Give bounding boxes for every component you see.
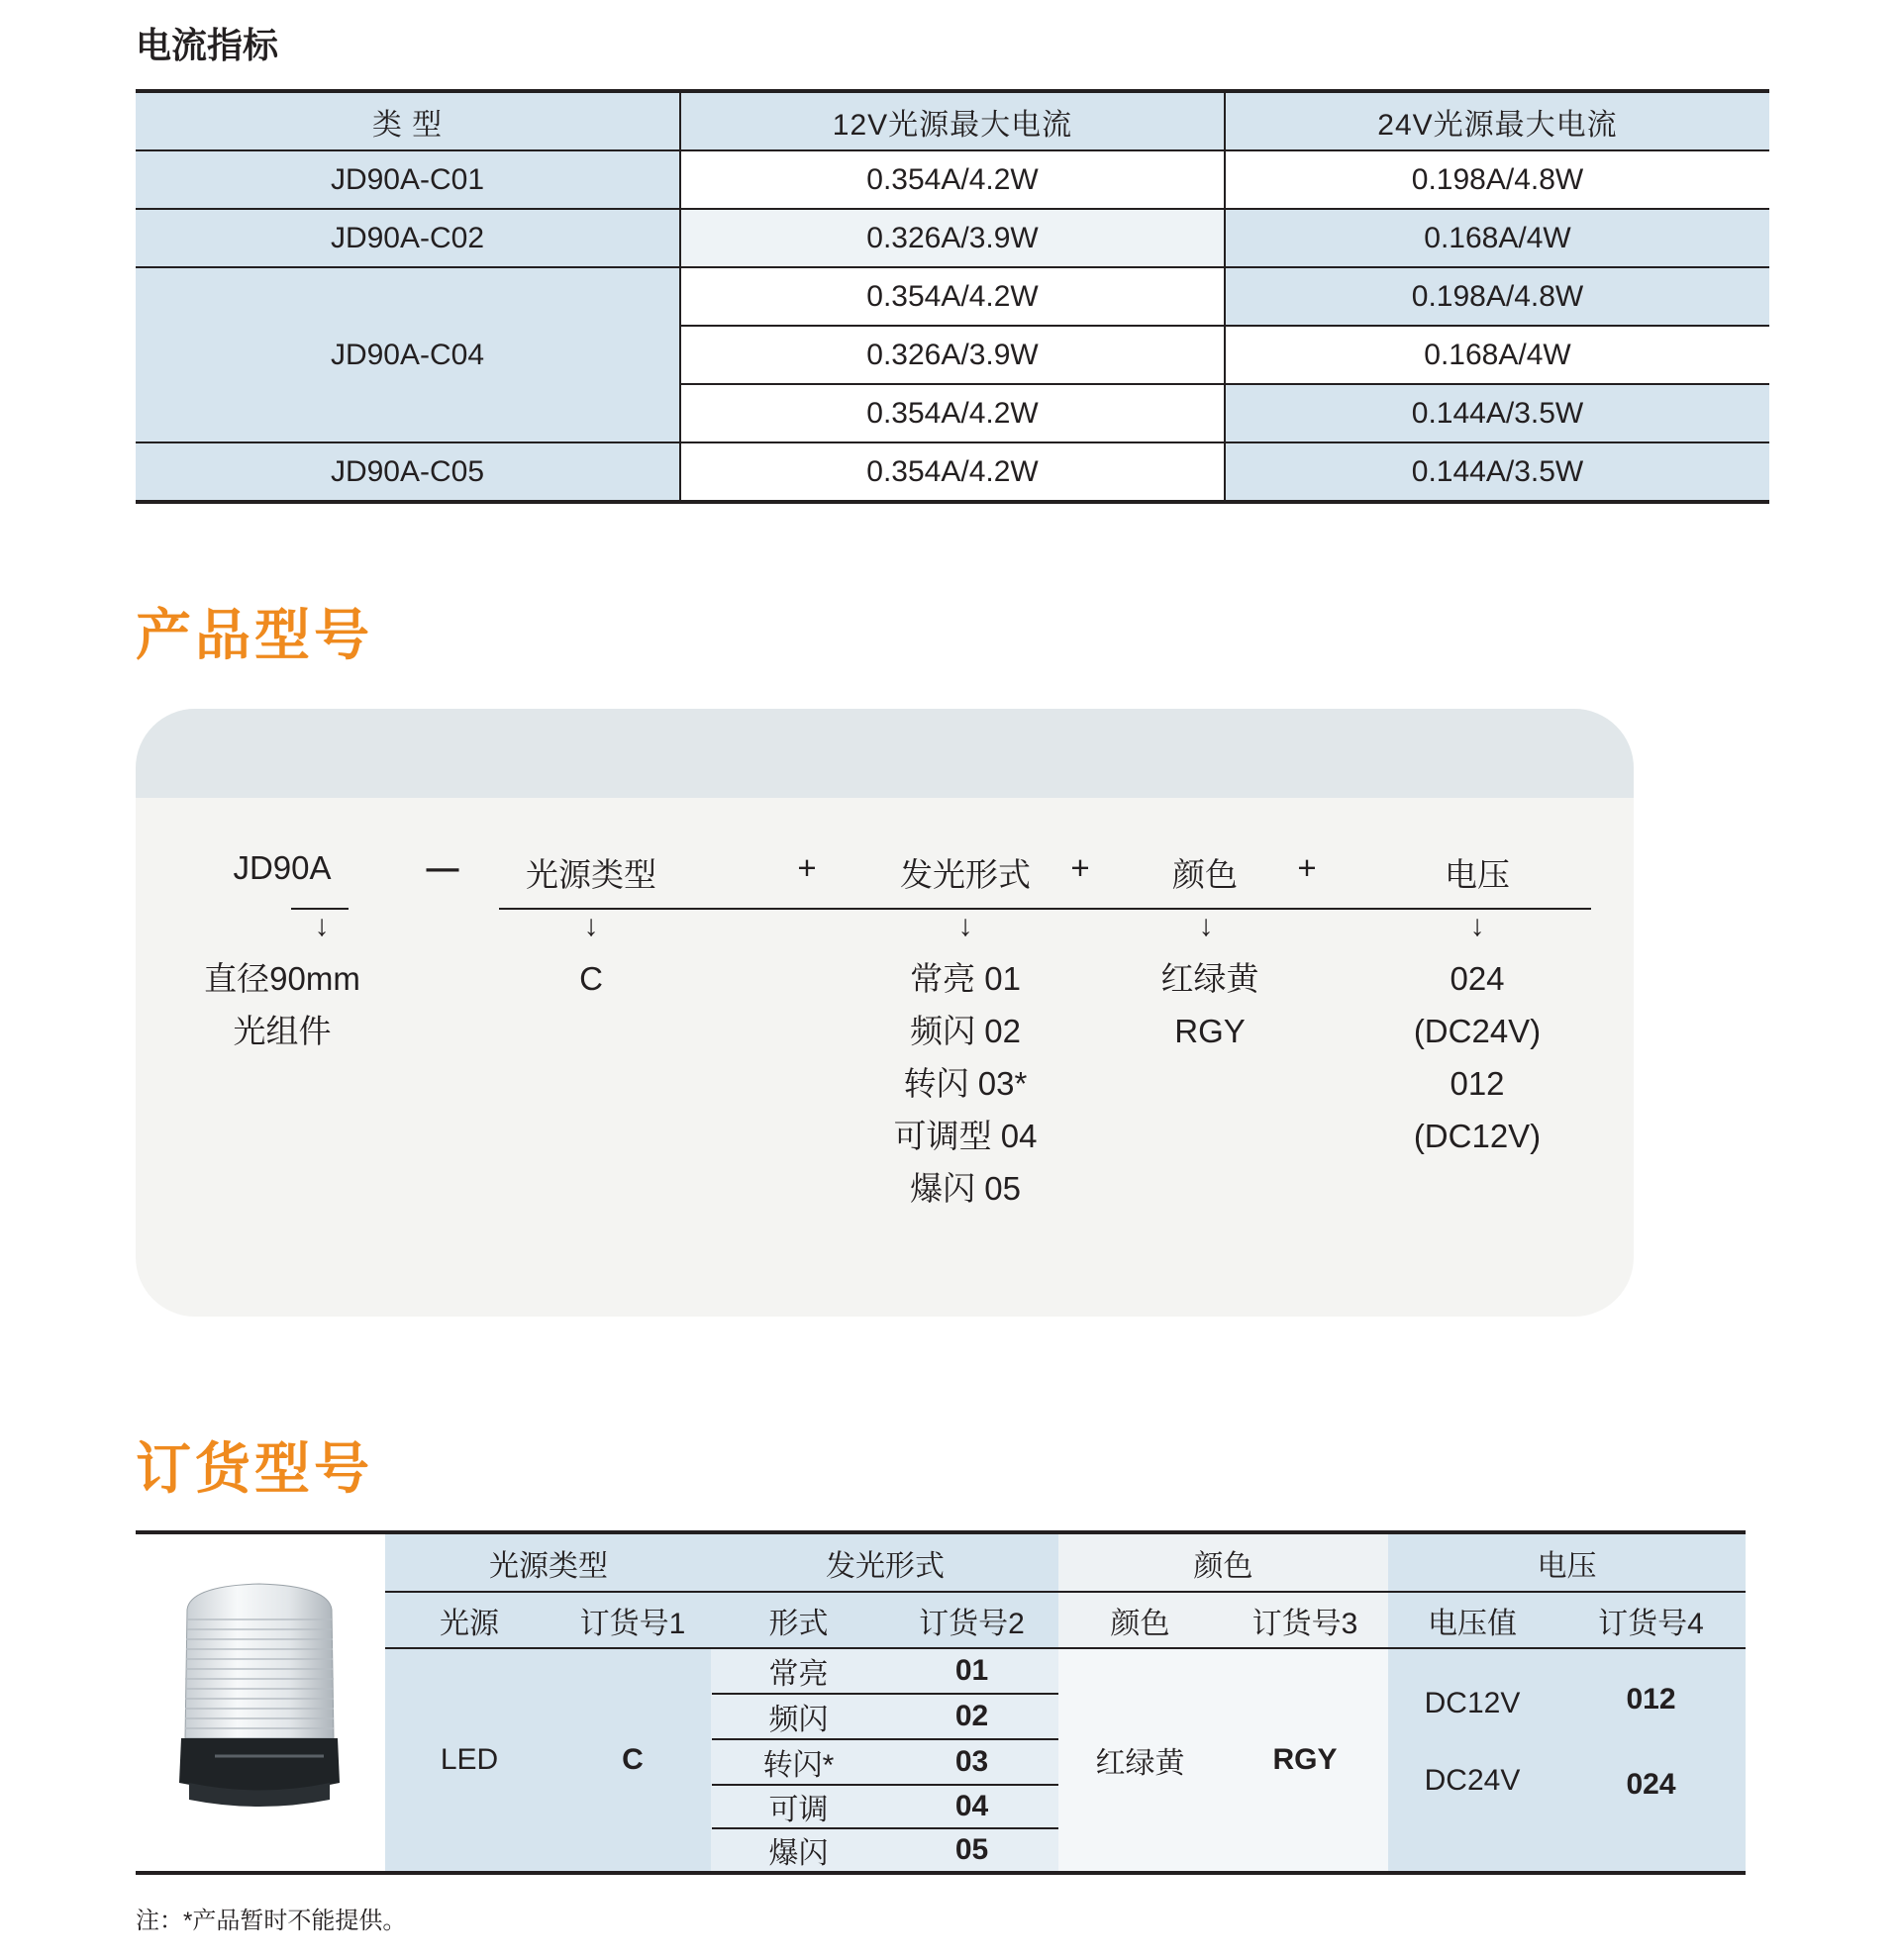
light-source-options xyxy=(542,952,641,1005)
down-arrow-icon: ↓ xyxy=(957,910,973,942)
current-spec-title: 电流指标 xyxy=(136,25,279,65)
group-header-color: 颜色 xyxy=(1193,1549,1253,1583)
current-24v-cell: 0.168A/4W xyxy=(1225,209,1769,267)
dash-separator: — xyxy=(426,849,459,886)
voltage-options xyxy=(1388,952,1566,1162)
plus-separator: + xyxy=(797,849,817,886)
mode-code: 02 xyxy=(954,1700,989,1732)
field-voltage: 电压 xyxy=(1445,856,1510,893)
type-cell: JD90A-C01 xyxy=(136,150,680,209)
col-header-12v: 12V光源最大电流 xyxy=(680,91,1225,150)
voltage-value: DC12V xyxy=(1424,1687,1521,1719)
field-light-mode: 发光形式 xyxy=(900,856,1031,893)
prefix-desc-line: 直径90mm xyxy=(204,960,360,997)
mode-code: 01 xyxy=(954,1654,989,1687)
sub-header: 形式 xyxy=(768,1607,829,1640)
table-row xyxy=(136,267,1769,326)
plus-separator: + xyxy=(1297,849,1317,886)
group-header-voltage: 电压 xyxy=(1537,1549,1597,1583)
sub-header: 颜色 xyxy=(1110,1607,1170,1640)
fields-underline xyxy=(499,908,1591,910)
option-item: C xyxy=(579,960,603,997)
mode-name: 频闪 xyxy=(768,1704,829,1736)
group-header-light-source: 光源类型 xyxy=(489,1549,608,1583)
sub-header: 订货号2 xyxy=(919,1607,1025,1640)
prefix-desc-line: 光组件 xyxy=(233,1013,332,1049)
sub-header: 订货号3 xyxy=(1251,1607,1358,1640)
field-light-source: 光源类型 xyxy=(526,856,656,893)
color-value: 红绿黄 xyxy=(1095,1747,1185,1780)
mode-name: 常亮 xyxy=(768,1658,829,1691)
current-24v-cell: 0.144A/3.5W xyxy=(1225,442,1769,502)
sub-header: 光源 xyxy=(440,1607,499,1640)
mode-code: 04 xyxy=(954,1790,989,1822)
table-header-row xyxy=(136,91,1769,150)
mode-name: 转闪* xyxy=(762,1749,835,1782)
option-item: 常亮 01 xyxy=(910,960,1021,997)
option-item: (DC24V) xyxy=(1413,1013,1542,1049)
field-color: 颜色 xyxy=(1172,856,1238,893)
color-options xyxy=(1126,952,1294,1057)
option-item: 024 xyxy=(1450,960,1505,997)
sub-header: 电压值 xyxy=(1428,1607,1517,1640)
current-12v-cell: 0.326A/3.9W xyxy=(680,209,1225,267)
type-cell: JD90A-C02 xyxy=(136,209,680,267)
order-code-4: 024 xyxy=(1626,1768,1676,1801)
product-model-heading: 产品型号 xyxy=(136,604,373,666)
model-code-panel xyxy=(136,709,1634,1317)
mode-code: 05 xyxy=(954,1833,989,1866)
model-prefix: JD90A xyxy=(233,849,332,886)
type-cell: JD90A-C04 xyxy=(136,267,680,442)
option-item: 爆闪 05 xyxy=(910,1170,1021,1207)
current-24v-cell: 0.168A/4W xyxy=(1225,326,1769,384)
down-arrow-icon: ↓ xyxy=(583,910,599,942)
mode-name: 可调 xyxy=(768,1794,829,1826)
down-arrow-icon: ↓ xyxy=(314,910,330,942)
order-code-1: C xyxy=(622,1743,644,1776)
option-item: 可调型 04 xyxy=(893,1118,1038,1154)
option-item: 012 xyxy=(1450,1065,1505,1102)
option-item: RGY xyxy=(1174,1013,1246,1049)
option-item: 红绿黄 xyxy=(1160,960,1259,997)
panel-header-band xyxy=(136,709,1634,798)
footnote: 注：*产品暂时不能提供。 xyxy=(136,1908,407,1934)
table-row xyxy=(136,150,1769,209)
col-header-24v: 24V光源最大电流 xyxy=(1225,91,1769,150)
order-model-heading: 订货型号 xyxy=(136,1437,373,1500)
current-24v-cell: 0.198A/4.8W xyxy=(1225,150,1769,209)
down-arrow-icon: ↓ xyxy=(1198,910,1214,942)
light-mode-options xyxy=(866,952,1064,1215)
voltage-value: DC24V xyxy=(1424,1764,1521,1797)
order-code-3: RGY xyxy=(1272,1743,1338,1776)
light-source-value: LED xyxy=(440,1743,499,1776)
table-row xyxy=(136,209,1769,267)
mode-code: 03 xyxy=(954,1745,989,1778)
beacon-light-image xyxy=(175,1580,344,1817)
mode-name: 爆闪 xyxy=(768,1837,829,1870)
table-row xyxy=(136,442,1769,502)
order-table xyxy=(136,1530,1746,1875)
type-cell: JD90A-C05 xyxy=(136,442,680,502)
plus-separator: + xyxy=(1070,849,1090,886)
current-24v-cell: 0.198A/4.8W xyxy=(1225,267,1769,326)
sub-header: 订货号1 xyxy=(579,1607,686,1640)
option-item: (DC12V) xyxy=(1413,1118,1542,1154)
current-12v-cell: 0.354A/4.2W xyxy=(680,384,1225,442)
current-spec-table xyxy=(136,89,1769,504)
prefix-description xyxy=(183,952,381,1057)
option-item: 频闪 02 xyxy=(910,1013,1021,1049)
current-12v-cell: 0.354A/4.2W xyxy=(680,267,1225,326)
order-code-4: 012 xyxy=(1626,1683,1676,1715)
option-item: 转闪 03* xyxy=(903,1065,1028,1102)
col-header-type: 类 型 xyxy=(136,91,680,150)
current-12v-cell: 0.354A/4.2W xyxy=(680,150,1225,209)
down-arrow-icon: ↓ xyxy=(1469,910,1485,942)
current-12v-cell: 0.354A/4.2W xyxy=(680,442,1225,502)
sub-header: 订货号4 xyxy=(1598,1607,1704,1640)
group-header-light-mode: 发光形式 xyxy=(826,1549,945,1583)
current-12v-cell: 0.326A/3.9W xyxy=(680,326,1225,384)
current-24v-cell: 0.144A/3.5W xyxy=(1225,384,1769,442)
